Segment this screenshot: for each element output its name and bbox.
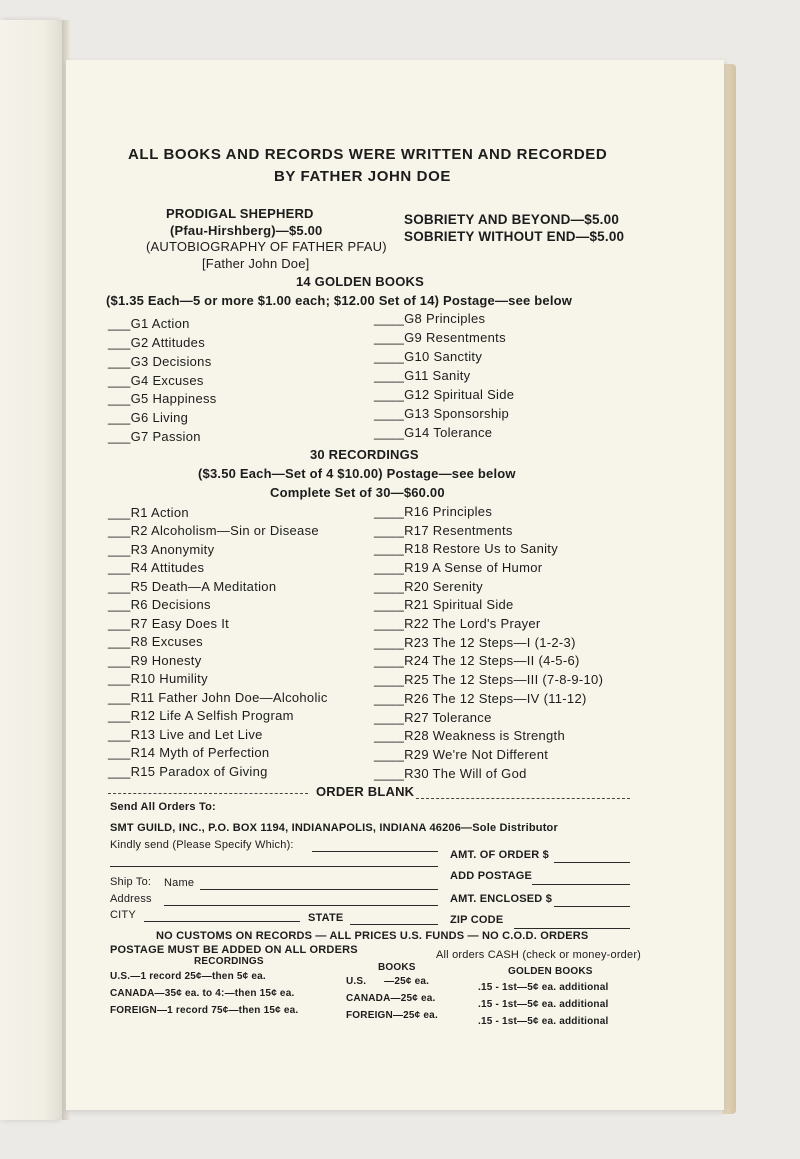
postage-books-us: U.S. —25¢ ea. (346, 976, 430, 987)
recording-item: ___R6 Decisions (108, 597, 211, 612)
recording-item: ____R30 The Will of God (374, 766, 527, 781)
recording-item: ____R23 The 12 Steps—I (1-2-3) (374, 635, 576, 650)
add-postage-field[interactable] (532, 884, 630, 885)
recording-item: ____R25 The 12 Steps—III (7-8-9-10) (374, 672, 604, 687)
recording-item: ___R2 Alcoholism—Sin or Disease (108, 523, 319, 538)
postage-golden-canada: .15 - 1st—5¢ ea. additional (478, 999, 609, 1010)
postage-rec-canada: CANADA—35¢ ea. to 4:—then 15¢ ea. (110, 988, 295, 999)
recording-item: ___R1 Action (108, 505, 189, 520)
recording-item: ____R18 Restore Us to Sanity (374, 541, 558, 556)
golden-book-item: ___G6 Living (108, 410, 189, 425)
city-field[interactable] (144, 921, 300, 922)
zip-label: ZIP CODE (450, 914, 504, 926)
address-field[interactable] (164, 905, 438, 906)
recording-item: ___R3 Anonymity (108, 542, 215, 557)
golden-books-price: ($1.35 Each—5 or more $1.00 each; $12.00 Set of 14) Postage—see below (106, 293, 573, 308)
postage-rec-us: U.S.—1 record 25¢—then 5¢ ea. (110, 971, 266, 982)
recording-item: ___R4 Attitudes (108, 560, 205, 575)
recording-item: ___R5 Death—A Meditation (108, 579, 277, 594)
golden-book-item: ___G1 Action (108, 316, 190, 331)
catalog-page (66, 60, 724, 1110)
golden-book-item: ____G9 Resentments (374, 330, 506, 345)
recording-item: ____R21 Spiritual Side (374, 597, 514, 612)
left-page (0, 20, 62, 1120)
ship-to-label: Ship To: (110, 876, 152, 888)
golden-book-item: ____G14 Tolerance (374, 425, 493, 440)
recordings-price: ($3.50 Each—Set of 4 $10.00) Postage—see below (198, 466, 516, 481)
city-label: CITY (110, 909, 136, 921)
golden-book-item: ____G10 Sanctity (374, 349, 483, 364)
recordings-heading: 30 RECORDINGS (310, 447, 419, 462)
postage-golden-heading: GOLDEN BOOKS (508, 966, 593, 977)
divider-left (108, 793, 308, 794)
sobriety-without-end: SOBRIETY WITHOUT END—$5.00 (404, 229, 625, 244)
name-label: Name (164, 877, 195, 889)
recording-item: ____R29 We're Not Different (374, 747, 549, 762)
recordings-complete-set: Complete Set of 30—$60.00 (270, 485, 445, 500)
postage-books-heading: BOOKS (378, 962, 416, 973)
zip-field[interactable] (514, 928, 630, 929)
postage-rec-foreign: FOREIGN—1 record 75¢—then 15¢ ea. (110, 1005, 299, 1016)
golden-book-item: ____G11 Sanity (374, 368, 471, 383)
add-postage-label: ADD POSTAGE (450, 870, 533, 882)
postage-note: POSTAGE MUST BE ADDED ON ALL ORDERS (110, 944, 358, 956)
recording-item: ____R22 The Lord's Prayer (374, 616, 541, 631)
recording-item: ___R7 Easy Does It (108, 616, 230, 631)
recording-item: ____R24 The 12 Steps—II (4-5-6) (374, 653, 580, 668)
prodigal-subtitle: (AUTOBIOGRAPHY OF FATHER PFAU) (146, 239, 387, 254)
recording-item: ____R17 Resentments (374, 523, 513, 538)
recording-item: ___R11 Father John Doe—Alcoholic (108, 690, 328, 705)
golden-book-item: ____G12 Spiritual Side (374, 387, 515, 402)
golden-book-item: ___G5 Happiness (108, 391, 217, 406)
recording-item: ____R26 The 12 Steps—IV (11-12) (374, 691, 587, 706)
kindly-send-field[interactable] (312, 851, 438, 852)
postage-golden-us: .15 - 1st—5¢ ea. additional (478, 982, 609, 993)
header-line2: BY FATHER JOHN DOE (274, 168, 451, 185)
golden-book-item: ___G3 Decisions (108, 354, 212, 369)
postage-books-canada: CANADA—25¢ ea. (346, 993, 436, 1004)
postage-books-foreign: FOREIGN—25¢ ea. (346, 1010, 438, 1021)
send-orders-label: Send All Orders To: (110, 801, 216, 813)
kindly-send-field-2[interactable] (110, 866, 438, 867)
name-field[interactable] (200, 889, 438, 890)
postage-recordings-heading: RECORDINGS (194, 956, 264, 967)
kindly-send-label: Kindly send (Please Specify Which): (110, 839, 294, 851)
amt-enclosed-label: AMT. ENCLOSED $ (450, 893, 553, 905)
recording-item: ____R16 Principles (374, 504, 493, 519)
golden-book-item: ____G8 Principles (374, 311, 486, 326)
golden-book-item: ___G4 Excuses (108, 373, 204, 388)
golden-books-heading: 14 GOLDEN BOOKS (296, 274, 424, 289)
page-edge (722, 64, 736, 1114)
recording-item: ____R19 A Sense of Humor (374, 560, 543, 575)
distributor-address: SMT GUILD, INC., P.O. BOX 1194, INDIANAPOLIS, INDIANA 46206—Sole Distributor (110, 822, 558, 834)
golden-book-item: ____G13 Sponsorship (374, 406, 510, 421)
amt-order-field[interactable] (554, 862, 630, 863)
amt-enclosed-field[interactable] (554, 906, 630, 907)
prodigal-title: PRODIGAL SHEPHERD (166, 206, 314, 221)
state-label: STATE (308, 912, 344, 924)
recording-item: ____R20 Serenity (374, 579, 483, 594)
recording-item: ___R9 Honesty (108, 653, 202, 668)
recording-item: ___R14 Myth of Perfection (108, 745, 270, 760)
recording-item: ___R8 Excuses (108, 634, 203, 649)
recording-item: ___R13 Live and Let Live (108, 727, 263, 742)
divider-right (416, 798, 630, 799)
recording-item: ___R10 Humility (108, 671, 208, 686)
golden-book-item: ___G2 Attitudes (108, 335, 206, 350)
amt-order-label: AMT. OF ORDER $ (450, 849, 549, 861)
prodigal-authors: (Pfau-Hirshberg)—$5.00 (170, 223, 323, 238)
state-field[interactable] (350, 924, 438, 925)
postage-golden-foreign: .15 - 1st—5¢ ea. additional (478, 1016, 609, 1027)
recording-item: ___R12 Life A Selfish Program (108, 708, 294, 723)
sobriety-beyond: SOBRIETY AND BEYOND—$5.00 (404, 212, 620, 227)
recording-item: ____R28 Weakness is Strength (374, 728, 565, 743)
header-line1: ALL BOOKS AND RECORDS WERE WRITTEN AND RECORDED (128, 146, 608, 163)
recording-item: ___R15 Paradox of Giving (108, 764, 268, 779)
golden-book-item: ___G7 Passion (108, 429, 201, 444)
prodigal-author: [Father John Doe] (202, 256, 310, 271)
recording-item: ____R27 Tolerance (374, 710, 492, 725)
order-blank-heading: ORDER BLANK (316, 784, 415, 799)
customs-note: NO CUSTOMS ON RECORDS — ALL PRICES U.S. FUNDS — NO C.O.D. ORDERS (156, 930, 589, 942)
address-label: Address (110, 893, 152, 905)
cash-note: All orders CASH (check or money-order) (436, 949, 642, 961)
